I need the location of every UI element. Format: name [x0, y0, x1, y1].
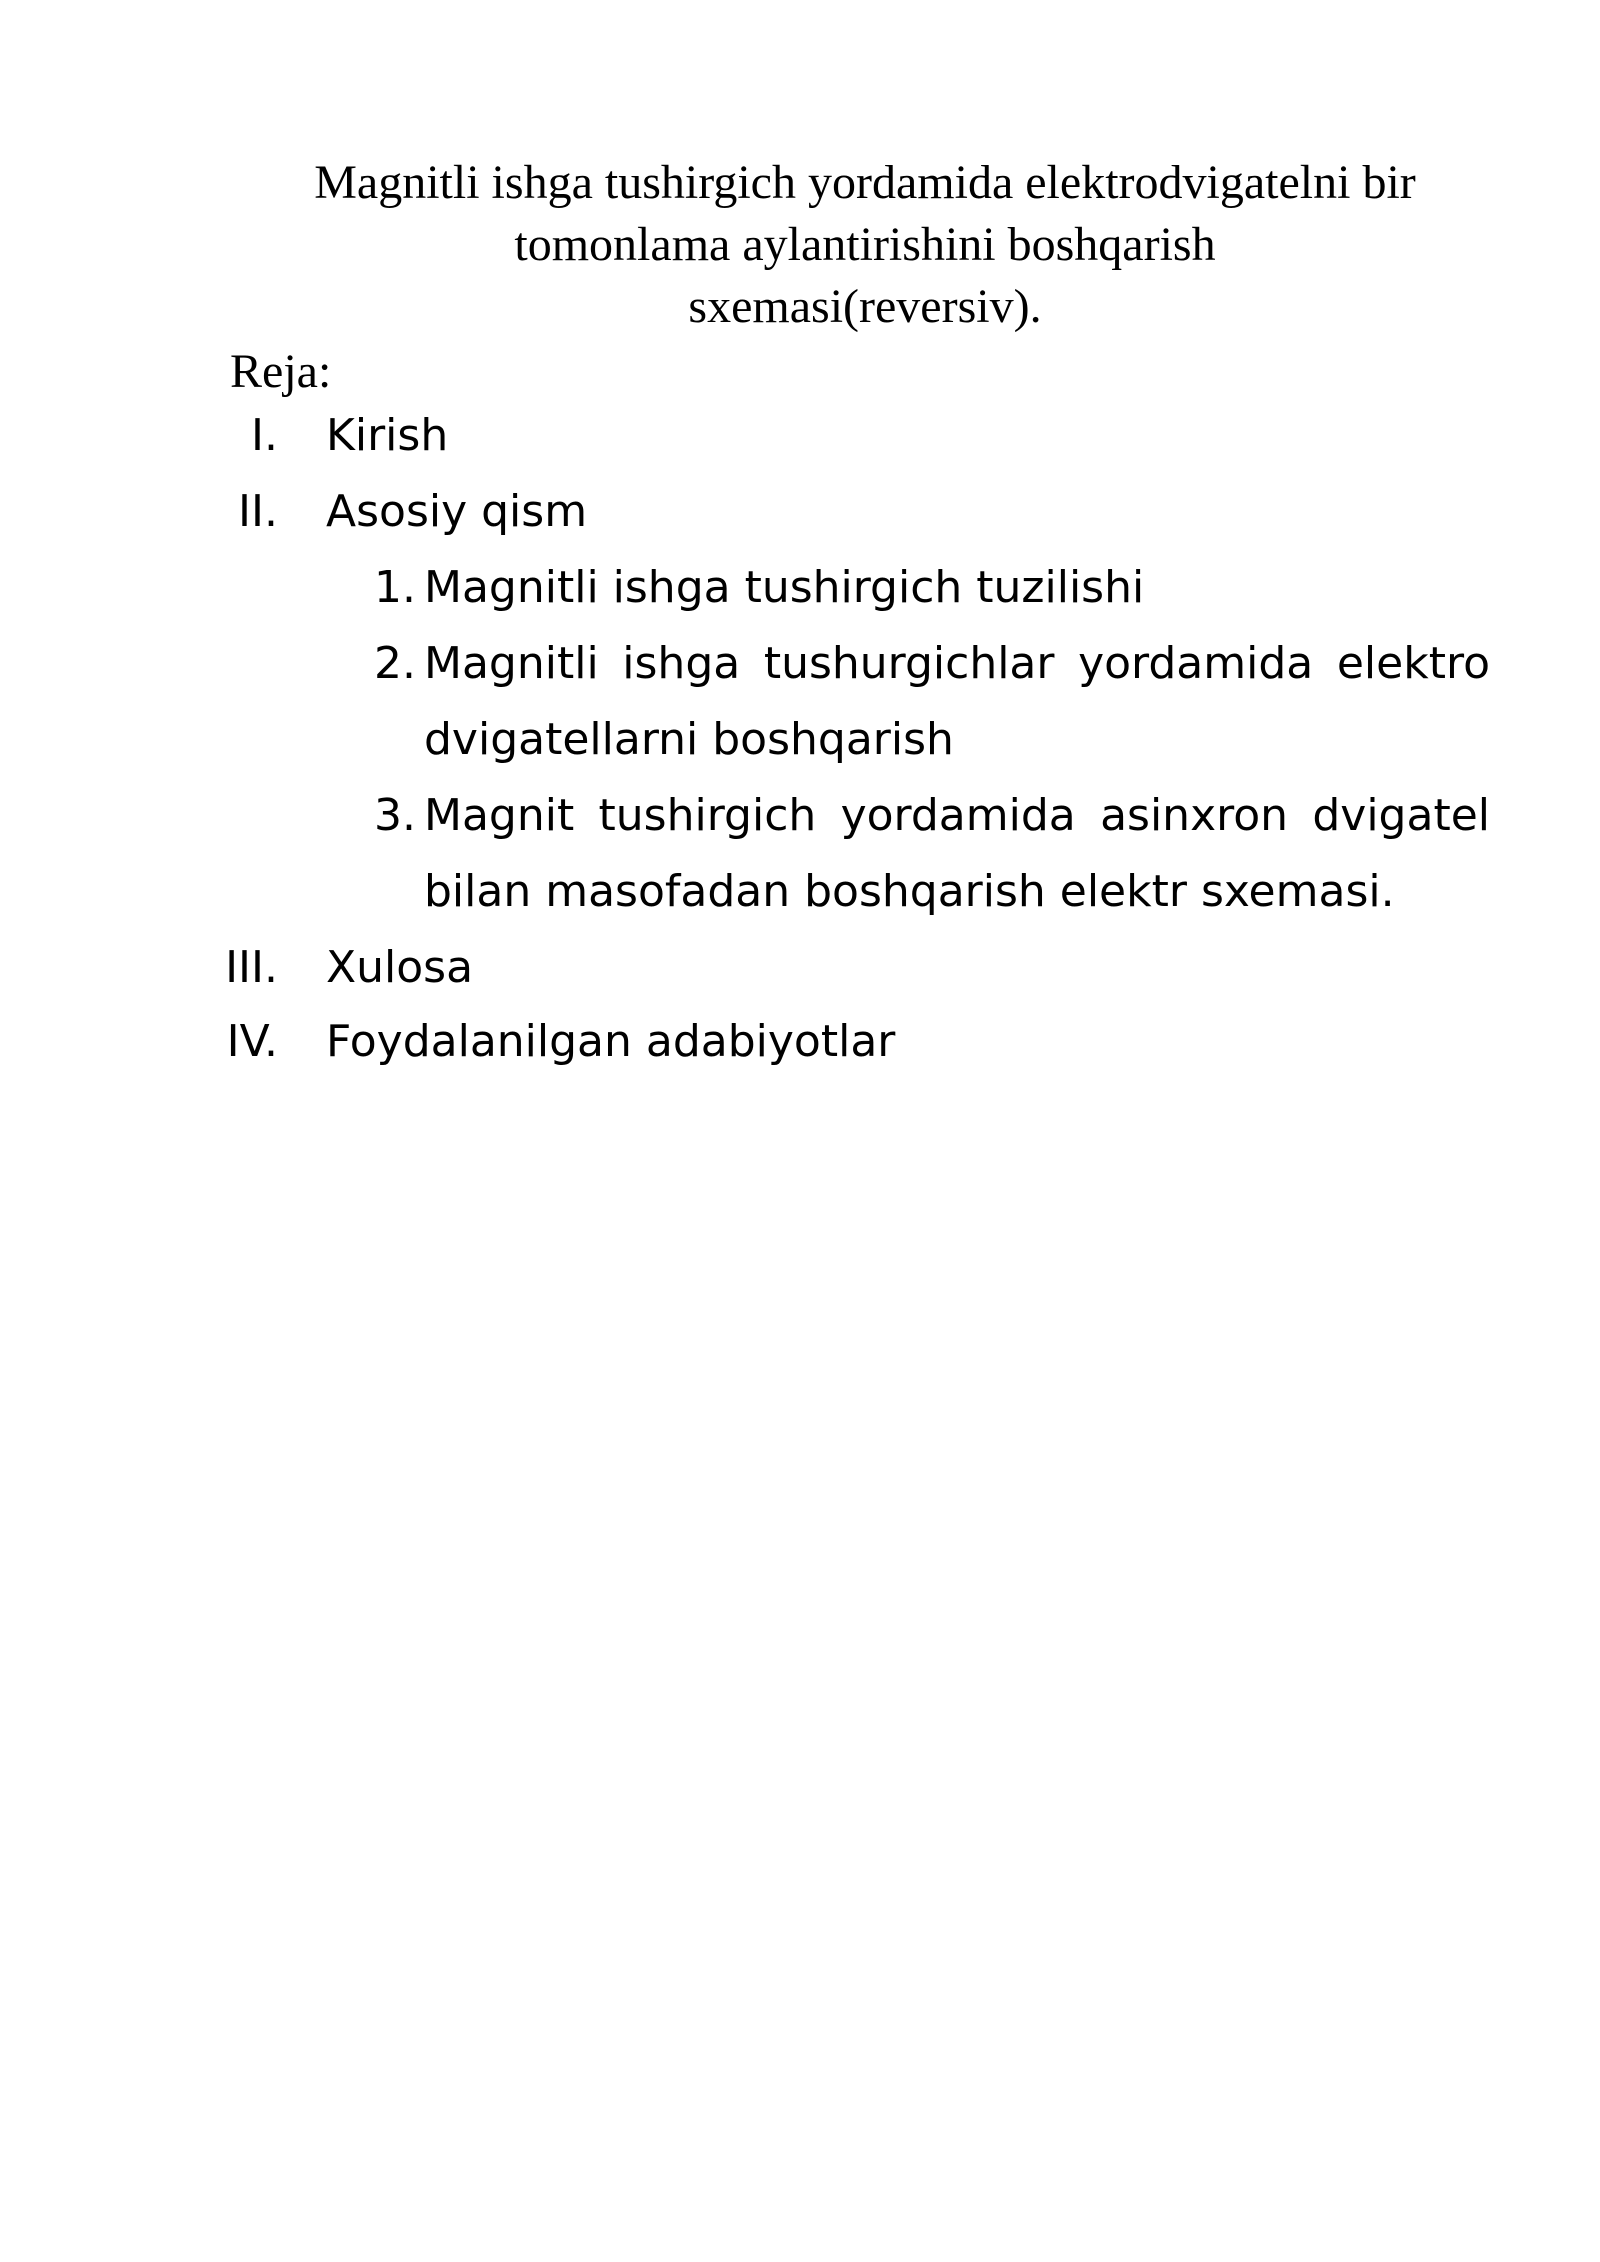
outline-numeral: III.: [225, 942, 278, 993]
sub-item-number: 3.: [374, 790, 416, 841]
title-line-2: tomonlama aylantirishini boshqarish: [514, 218, 1216, 271]
outline-numeral: II.: [238, 486, 278, 537]
title-line-1: Magnitli ishga tushirgich yordamida elektrodvigatelni bir: [314, 156, 1416, 209]
outline-numeral: I.: [251, 410, 278, 461]
outline-label: Foydalanilgan adabiyotlar: [326, 1016, 896, 1067]
sub-item-number: 1.: [374, 562, 416, 613]
sub-item-text: Magnitli ishga tushurgichlar yordamida elektro dvigatellarni boshqarish: [424, 638, 1490, 765]
title-line-3: sxemasi(reversiv).: [688, 280, 1042, 333]
outline-label: Kirish: [326, 410, 449, 461]
sub-item-text: Magnitli ishga tushirgich tuzilishi: [424, 562, 1145, 613]
plan-heading: Reja:: [230, 345, 332, 398]
document-title: [220, 152, 1510, 338]
outline-numeral: IV.: [226, 1016, 278, 1067]
outline-label: Xulosa: [326, 942, 474, 993]
sub-item-text: Magnit tushirgich yordamida asinxron dvigatel bilan masofadan boshqarish elektr sxemasi.: [424, 790, 1490, 917]
outline-label: Asosiy qism: [326, 486, 588, 537]
sub-item-number: 2.: [374, 638, 416, 689]
